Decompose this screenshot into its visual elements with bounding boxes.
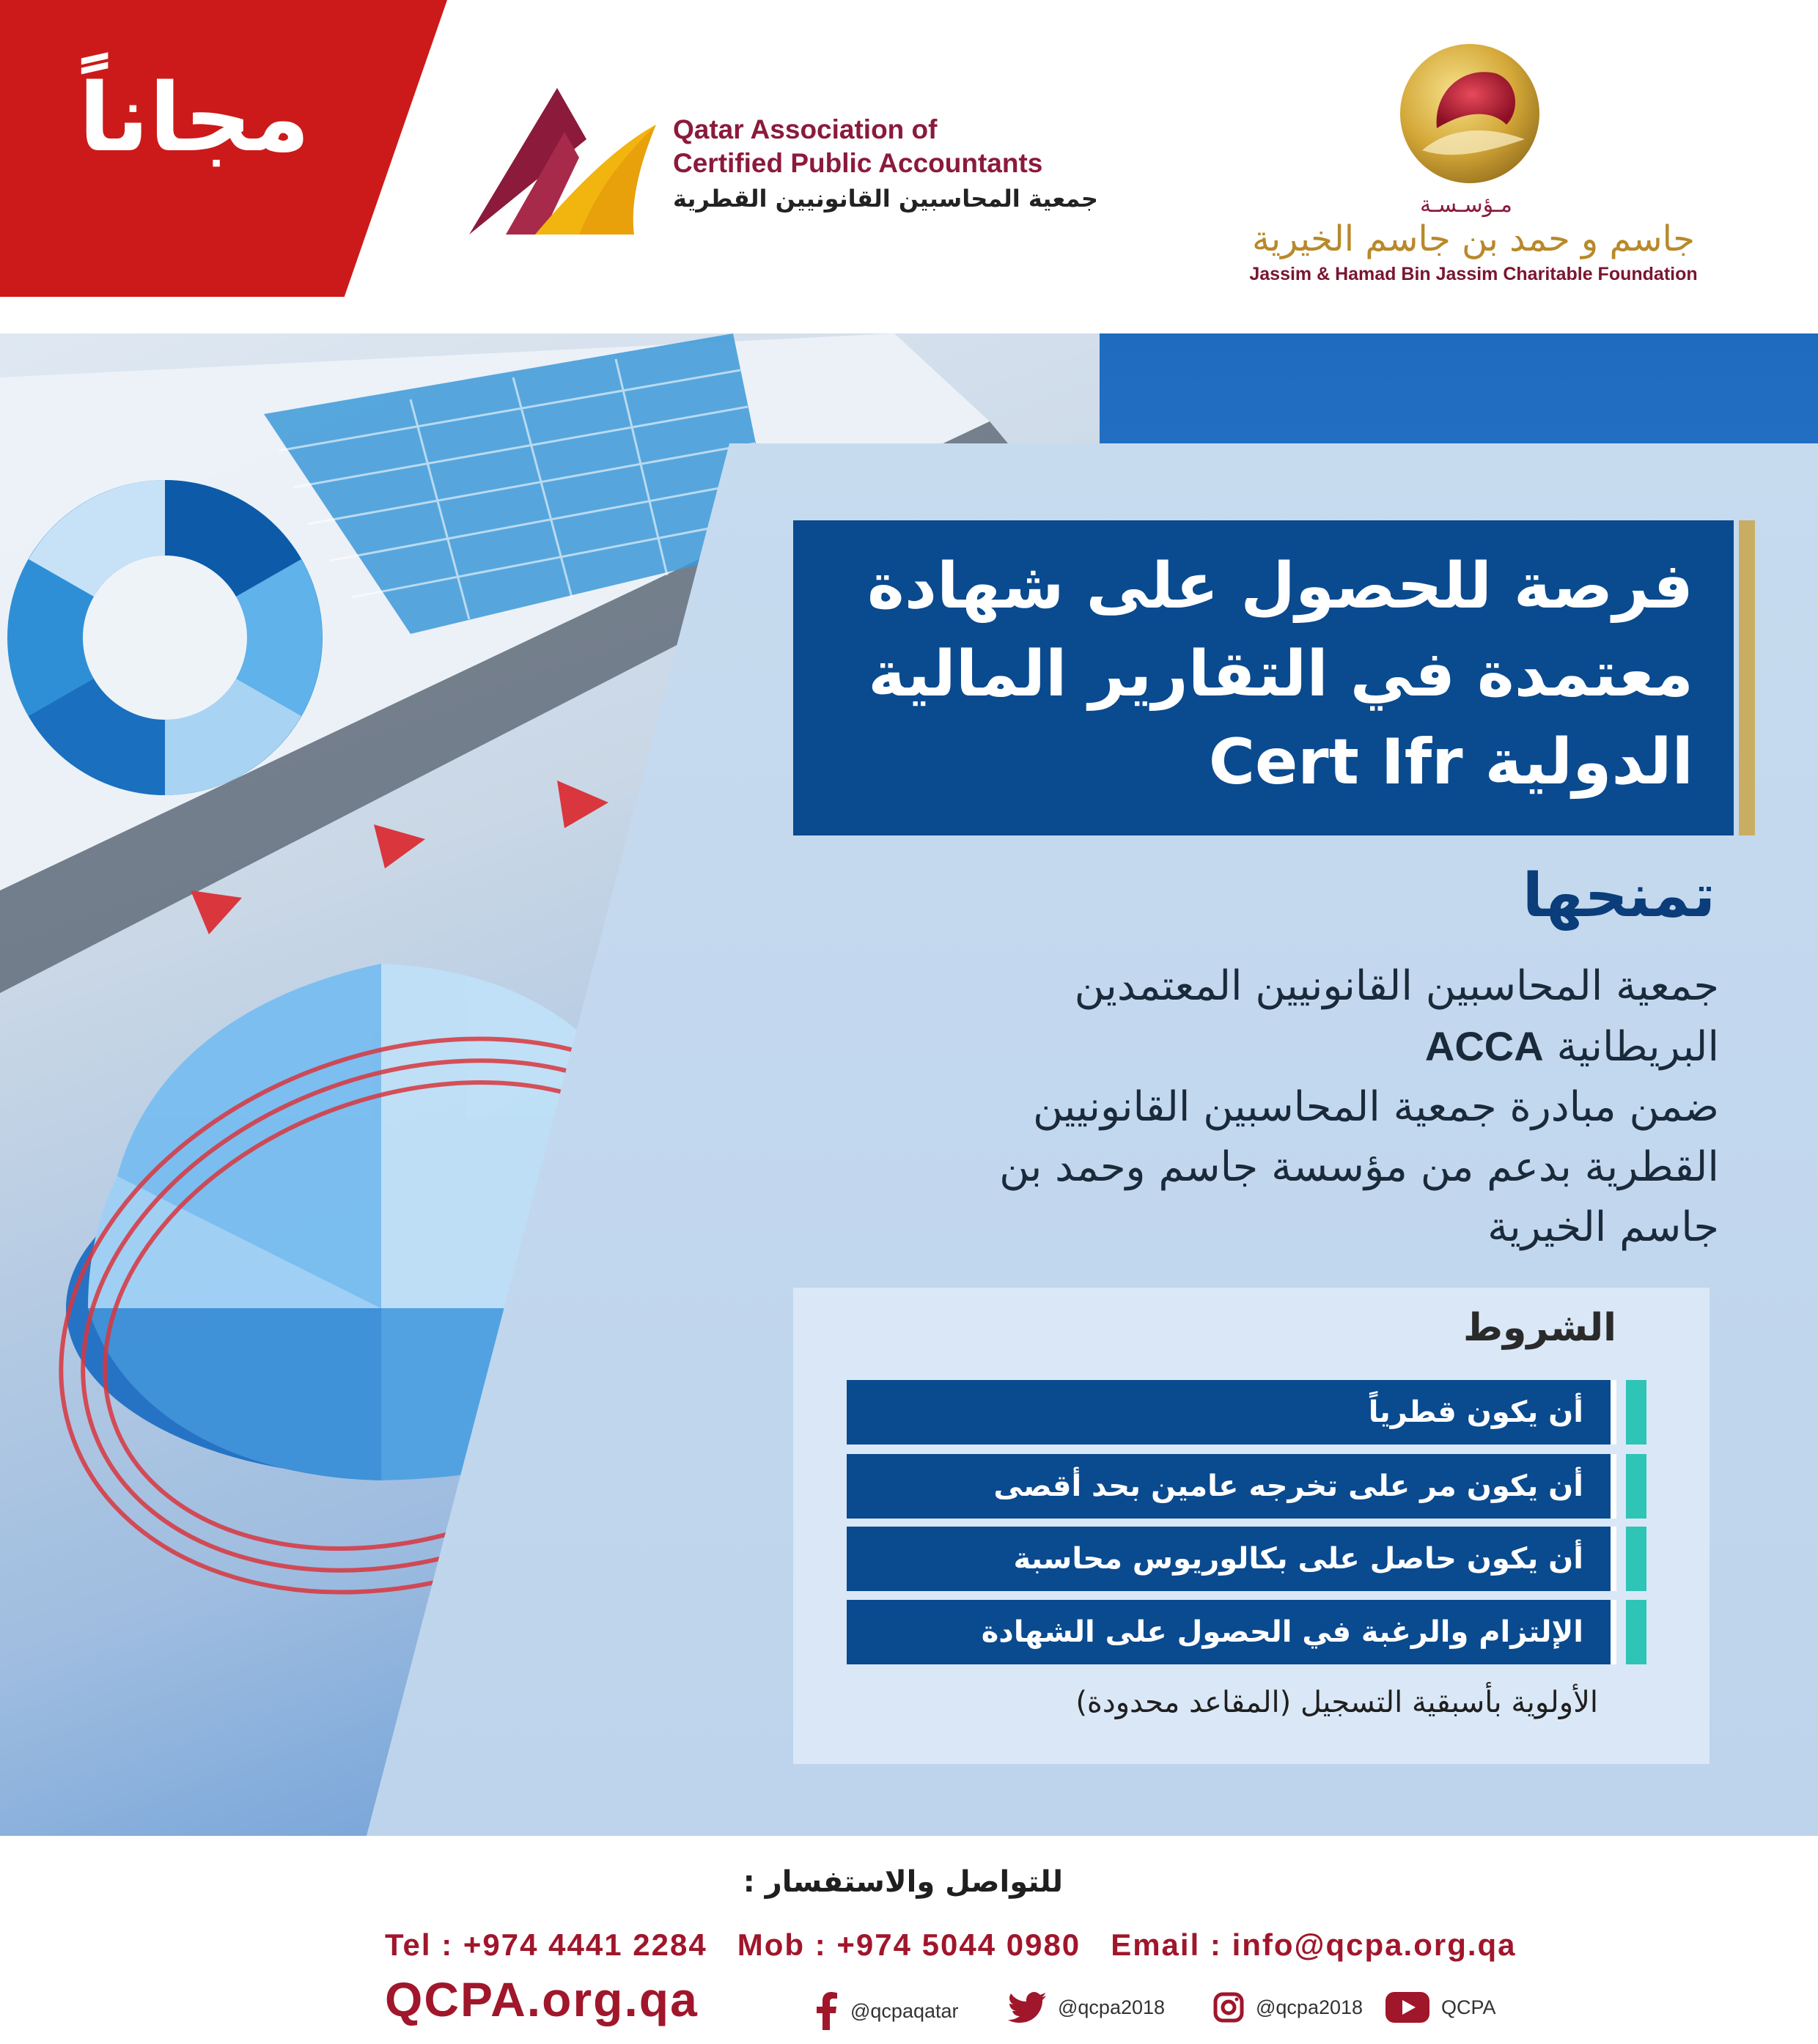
condition-text: أن يكون حاصل على بكالوريوس محاسبة	[1013, 1542, 1583, 1576]
instagram-icon	[1213, 1992, 1244, 2023]
priority-note: الأولوية بأسبقية التسجيل (المقاعد محدودة)	[1075, 1686, 1598, 1719]
page-title	[814, 542, 1693, 806]
condition-text: الإلتزام والرغبة في الحصول على الشهادة	[981, 1615, 1583, 1649]
qcpa-logo-icon	[462, 81, 660, 242]
title-gold-accent	[1739, 520, 1755, 835]
condition-text: أن يكون قطرياً	[1368, 1395, 1583, 1429]
mob-label: Mob :	[737, 1927, 827, 1962]
foundation-logo-icon	[1396, 40, 1543, 194]
grant-line-1: جمعية المحاسبين القانونيين المعتمدين	[1074, 962, 1719, 1010]
website-link[interactable]: QCPA.org.qa	[385, 1972, 699, 2026]
email-label: Email :	[1111, 1927, 1222, 1962]
foundation-name-ar: جاسم و حمد بن جاسم الخيرية	[1252, 218, 1695, 259]
facebook-handle: @qcpaqatar	[850, 1999, 959, 2022]
granted-by-heading: تمنحها	[1522, 861, 1715, 931]
title-line-3: الدولية Cert Ifr	[1208, 726, 1693, 799]
grant-line-3: ضمن مبادرة جمعية المحاسبين القانونيين	[1032, 1083, 1719, 1131]
youtube-link[interactable]	[1385, 1992, 1496, 2023]
free-label: مجاناً	[78, 64, 310, 173]
condition-accent	[1626, 1380, 1646, 1445]
foundation-prefix-ar: مـؤسـسـة	[1420, 192, 1512, 218]
mob-number[interactable]: +974 5044 0980	[836, 1927, 1081, 1962]
qcpa-name-ar: جمعية المحاسبين القانونيين القطرية	[673, 185, 1098, 213]
youtube-icon	[1385, 1992, 1429, 2023]
youtube-handle: QCPA	[1441, 1996, 1496, 2018]
contact-label: للتواصل والاستفسار :	[743, 1865, 1063, 1899]
condition-accent	[1626, 1454, 1646, 1519]
qcpa-name-en-line2: Certified Public Accountants	[673, 148, 1043, 178]
condition-accent	[1626, 1527, 1646, 1591]
conditions-heading: الشروط	[1463, 1306, 1616, 1350]
grant-line-4: القطرية بدعم من مؤسسة جاسم وحمد بن	[999, 1143, 1719, 1191]
email-link[interactable]: info@qcpa.org.qa	[1232, 1927, 1517, 1962]
facebook-link[interactable]	[814, 1992, 959, 2030]
title-line-2: معتمدة في التقارير المالية	[868, 638, 1693, 711]
tel-label: Tel :	[385, 1927, 454, 1962]
condition-accent	[1626, 1600, 1646, 1664]
granted-by-text	[821, 956, 1719, 1258]
condition-text: أن يكون مر على تخرجه عامين بحد أقصى	[993, 1469, 1583, 1503]
twitter-link[interactable]	[1008, 1992, 1165, 2023]
contact-line	[385, 1927, 1517, 1963]
foundation-name-en: Jassim & Hamad Bin Jassim Charitable Foundation	[1249, 264, 1698, 284]
grant-line-2-prefix: البريطانية	[1556, 1023, 1719, 1071]
grant-line-2	[821, 1017, 1719, 1077]
header	[0, 0, 1818, 333]
twitter-handle: @qcpa2018	[1058, 1996, 1166, 2018]
twitter-icon	[1008, 1992, 1046, 2023]
grant-line-5: جاسم الخيرية	[1487, 1203, 1719, 1251]
facebook-icon	[814, 1992, 839, 2030]
instagram-handle: @qcpa2018	[1256, 1996, 1364, 2018]
acca-label: ACCA	[1424, 1023, 1544, 1069]
tel-number[interactable]: +974 4441 2284	[463, 1927, 707, 1962]
qcpa-name-en-line1: Qatar Association of	[673, 114, 938, 144]
title-line-1: فرصة للحصول على شهادة	[867, 550, 1693, 623]
instagram-link[interactable]	[1213, 1992, 1363, 2023]
